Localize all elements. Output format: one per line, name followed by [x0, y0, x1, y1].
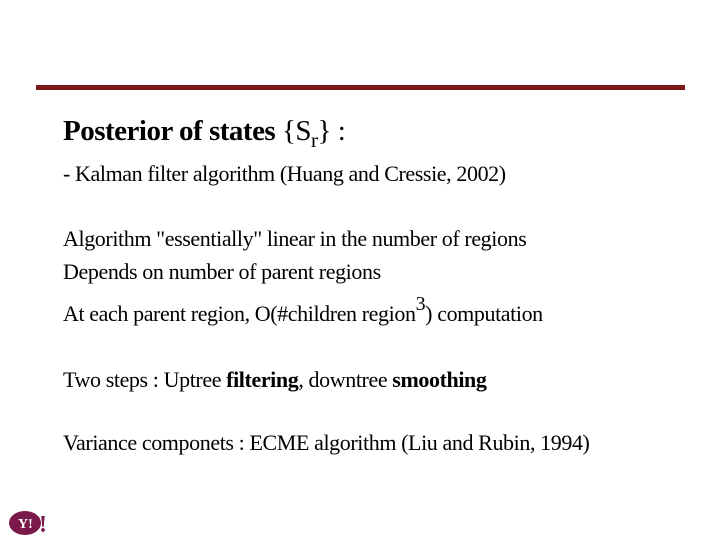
logo-exclaim: !	[39, 512, 47, 536]
each-parent-tail: ) computation	[425, 301, 543, 326]
bullet-depends: Depends on number of parent regions	[63, 259, 381, 284]
bullet-variance: Variance componets : ECME algorithm (Liu and Rubin, 1994)	[63, 430, 590, 455]
title-main: Posterior of states	[63, 115, 276, 147]
each-parent-text: At each parent region, O(#children region	[63, 301, 416, 326]
logo-y-text: Y!	[18, 517, 33, 532]
title-colon: :	[337, 115, 346, 147]
title-set-close: }	[317, 115, 331, 147]
filtering-term: filtering	[226, 367, 299, 392]
two-steps-text: Two steps : Uptree	[63, 367, 227, 392]
two-steps-mid: , downtree	[298, 367, 393, 392]
title-set-open: {S	[281, 115, 312, 147]
yahoo-logo-icon	[8, 510, 48, 536]
each-parent-superscript: 3	[415, 293, 426, 315]
bullet-linear: Algorithm "essentially" linear in the number of regions	[63, 226, 527, 251]
bullet-kalman: - Kalman filter algorithm (Huang and Cressie, 2002)	[63, 161, 506, 186]
bullet-each-parent	[63, 293, 543, 329]
slide-title	[63, 112, 345, 152]
smoothing-term: smoothing	[392, 367, 487, 392]
header-rule	[36, 85, 685, 90]
title-subscript: r	[311, 128, 318, 152]
bullet-two-steps	[63, 366, 487, 394]
